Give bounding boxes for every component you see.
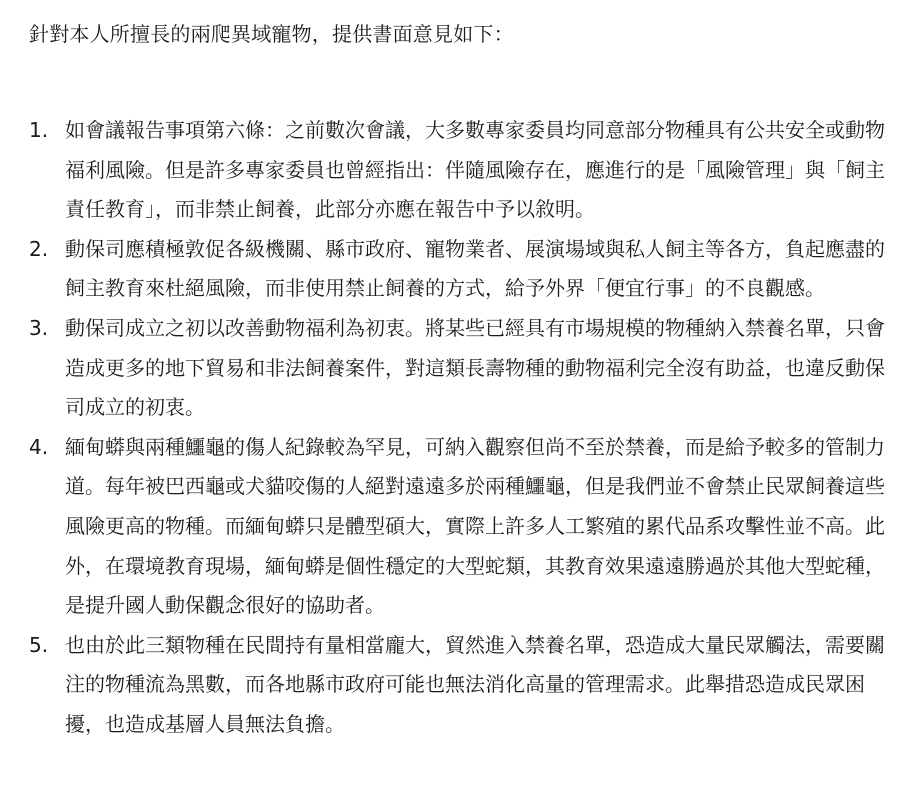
list-number: 3. <box>29 315 49 340</box>
list-item-text: 也由於此三類物種在民間持有量相當龐大，貿然進入禁養名單，恐造成大量民眾觸法，需要關注的物種流為黑數，而各地縣市政府可能也無法消化高量的管理需求。此舉措恐造成民眾困擾，也造成基層人員無法負擔。 <box>65 632 885 736</box>
list-item-4 <box>29 428 888 626</box>
list-number: 1. <box>29 118 49 142</box>
list-item-text: 動保司成立之初以改善動物福利為初衷。將某些已經具有市場規模的物種納入禁養名單，只會造成更多的地下貿易和非法飼養案件，對這類長壽物種的動物福利完全沒有助益，也違反動保司成立的初衷。 <box>65 315 885 420</box>
list-item-text: 緬甸蟒與兩種鱷龜的傷人紀錄較為罕見，可納入觀察但尚不至於禁養，而是給予較多的管制力道。每年被巴西龜或犬貓咬傷的人絕對遠遠多於兩種鱷龜，但是我們並不會禁止民眾飼養這些風險更高的物種。而緬甸蟒只是體型碩大，實際上許多人工繁殖的累代品系攻擊性並不高。此外，在環境教育現場，緬甸蟒是個性穩定的大型蛇類，其教育效果遠遠勝過於其他大型蛇種，是提升國人動保觀念很好的協助者。 <box>65 434 885 618</box>
list-number: 2. <box>29 236 49 261</box>
list-item-text: 動保司應積極敦促各級機關、縣市政府、寵物業者、展演場域與私人飼主等各方，負起應盡的飼主教育來杜絕風險，而非使用禁止飼養的方式，給予外界「便宜行事」的不良觀感。 <box>65 236 885 301</box>
intro-paragraph: 針對本人所擅長的兩爬異域寵物，提供書面意見如下： <box>29 22 514 46</box>
list-item-text: 如會議報告事項第六條：之前數次會議，大多數專家委員均同意部分物種具有公共安全或動物福利風險。但是許多專家委員也曾經指出：伴隨風險存在，應進行的是「風險管理」與「飼主責任教育」，而非禁止飼養，此部分亦應在報告中予以敘明。 <box>65 118 885 222</box>
opinion-list <box>29 111 888 745</box>
list-item-3 <box>29 309 888 428</box>
list-number: 4. <box>29 434 49 459</box>
list-item-1 <box>29 111 888 230</box>
list-item-5 <box>29 626 888 745</box>
list-item-2 <box>29 230 888 309</box>
list-number: 5. <box>29 632 49 657</box>
